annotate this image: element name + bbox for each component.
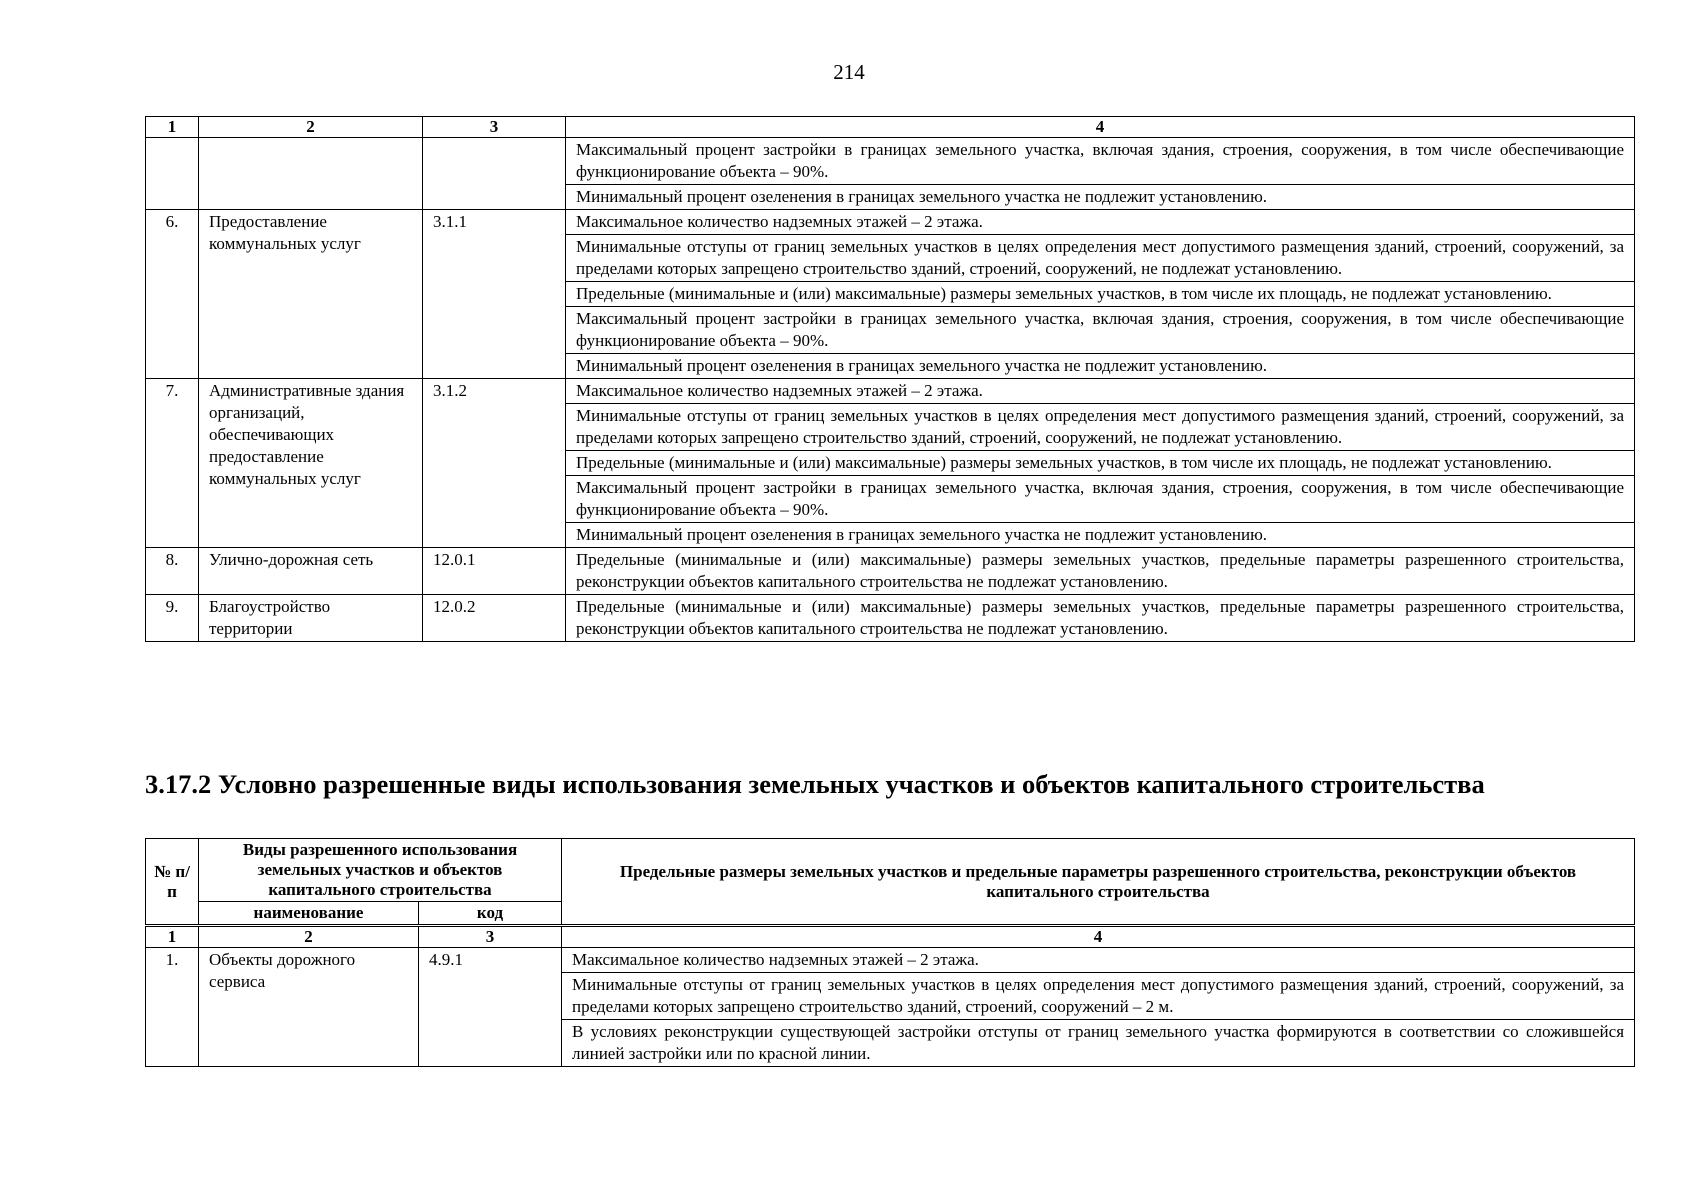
section-heading: 3.17.2 Условно разрешенные виды использования земельных участков и объектов капитального строительства xyxy=(145,769,1485,799)
table-row xyxy=(146,948,1635,973)
requirement-cell: Минимальные отступы от границ земельных участков в целях определения мест допустимого размещения зданий, строений, сооружений, за пределами которых запрещено строительство зданий, строений, сооружений – 2 м. xyxy=(562,973,1635,1020)
column-number-row xyxy=(146,926,1635,948)
column-number-row xyxy=(146,117,1635,138)
conditional-use-table xyxy=(145,838,1635,1067)
requirement-cell: Максимальное количество надземных этажей – 2 этажа. xyxy=(562,948,1635,973)
requirement-cell: Максимальный процент застройки в границах земельного участка, включая здания, строения, сооружения, в том числе обеспечивающие функционирование объекта – 90%. xyxy=(566,476,1635,523)
requirement-cell: Максимальное количество надземных этажей – 2 этажа. xyxy=(566,210,1635,235)
use-code: 3.1.2 xyxy=(423,379,566,548)
requirement-cell: Минимальный процент озеленения в границах земельного участка не подлежит установлению. xyxy=(566,523,1635,548)
column-number: 1 xyxy=(146,117,199,138)
table-header-row xyxy=(146,839,1635,902)
table-row xyxy=(146,548,1635,595)
column-number: 4 xyxy=(566,117,1635,138)
row-number: 7. xyxy=(146,379,199,548)
requirement-cell: Минимальные отступы от границ земельных участков в целях определения мест допустимого размещения зданий, строений, сооружений, за пределами которых запрещено строительство зданий, строений, сооружений, не подлежат установлению. xyxy=(566,235,1635,282)
table-row xyxy=(146,138,1635,185)
column-number: 2 xyxy=(199,926,419,948)
use-name: Благоустройство территории xyxy=(199,595,423,642)
row-number: 6. xyxy=(146,210,199,379)
row-number: 8. xyxy=(146,548,199,595)
header-code: код xyxy=(419,902,562,926)
use-name xyxy=(199,138,423,210)
header-name: наименование xyxy=(199,902,419,926)
use-name: Административные здания организаций, обеспечивающих предоставление коммунальных услуг xyxy=(199,379,423,548)
row-number: 1. xyxy=(146,948,199,1067)
requirement-cell: Предельные (минимальные и (или) максимальные) размеры земельных участков, в том числе их площадь, не подлежат установлению. xyxy=(566,451,1635,476)
use-name: Предоставление коммунальных услуг xyxy=(199,210,423,379)
column-number: 3 xyxy=(419,926,562,948)
requirement-cell: Предельные (минимальные и (или) максимальные) размеры земельных участков, предельные параметры разрешенного строительства, реконструкции объектов капитального строительства не подлежат установлению. xyxy=(566,548,1635,595)
row-number xyxy=(146,138,199,210)
use-code: 12.0.2 xyxy=(423,595,566,642)
table-row xyxy=(146,379,1635,404)
permitted-use-table xyxy=(145,116,1635,642)
header-use-types: Виды разрешенного использования земельных участков и объектов капитального строительства xyxy=(199,839,562,902)
header-parameters: Предельные размеры земельных участков и предельные параметры разрешенного строительства, реконструкции объектов капитального строительства xyxy=(562,839,1635,926)
requirement-cell: Предельные (минимальные и (или) максимальные) размеры земельных участков, предельные параметры разрешенного строительства, реконструкции объектов капитального строительства не подлежат установлению. xyxy=(566,595,1635,642)
column-number: 3 xyxy=(423,117,566,138)
requirement-cell: Предельные (минимальные и (или) максимальные) размеры земельных участков, в том числе их площадь, не подлежат установлению. xyxy=(566,282,1635,307)
row-number: 9. xyxy=(146,595,199,642)
requirement-cell: Минимальные отступы от границ земельных участков в целях определения мест допустимого размещения зданий, строений, сооружений, за пределами которых запрещено строительство зданий, строений, сооружений, не подлежат установлению. xyxy=(566,404,1635,451)
column-number: 4 xyxy=(562,926,1635,948)
requirement-cell: Максимальный процент застройки в границах земельного участка, включая здания, строения, сооружения, в том числе обеспечивающие функционирование объекта – 90%. xyxy=(566,307,1635,354)
requirement-cell: Минимальный процент озеленения в границах земельного участка не подлежит установлению. xyxy=(566,354,1635,379)
requirement-cell: Максимальное количество надземных этажей – 2 этажа. xyxy=(566,379,1635,404)
table-row xyxy=(146,210,1635,235)
table-row xyxy=(146,595,1635,642)
header-number: № п/п xyxy=(146,839,199,926)
use-code xyxy=(423,138,566,210)
requirement-cell: Максимальный процент застройки в границах земельного участка, включая здания, строения, сооружения, в том числе обеспечивающие функционирование объекта – 90%. xyxy=(566,138,1635,185)
use-code: 4.9.1 xyxy=(419,948,562,1067)
use-code: 12.0.1 xyxy=(423,548,566,595)
column-number: 2 xyxy=(199,117,423,138)
use-code: 3.1.1 xyxy=(423,210,566,379)
requirement-cell: В условиях реконструкции существующей застройки отступы от границ земельного участка формируются в соответствии со сложившейся линией застройки или по красной линии. xyxy=(562,1020,1635,1067)
requirement-cell: Минимальный процент озеленения в границах земельного участка не подлежит установлению. xyxy=(566,185,1635,210)
page-number: 214 xyxy=(833,60,865,84)
use-name: Улично-дорожная сеть xyxy=(199,548,423,595)
use-name: Объекты дорожного сервиса xyxy=(199,948,419,1067)
column-number: 1 xyxy=(146,926,199,948)
